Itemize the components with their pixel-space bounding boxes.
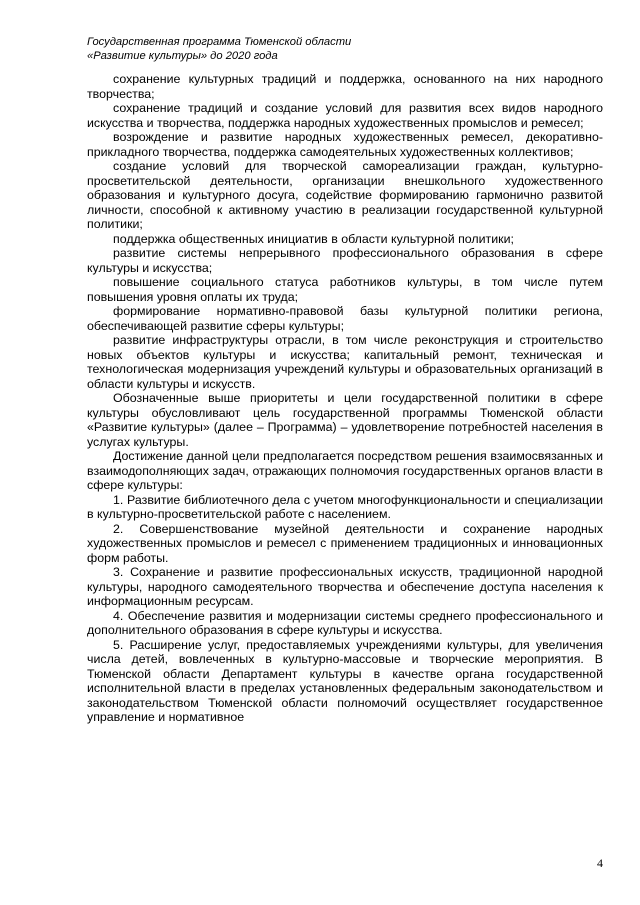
list-item: 1. Развитие библиотечного дела с учетом многофункциональности и специализации в культурно-просветительской работе с населением. — [87, 492, 603, 521]
paragraph: Достижение данной цели предполагается посредством решения взаимосвязанных и взаимодополняющих задач, отражающих полномочия государственных органов власти в сфере культуры: — [87, 449, 603, 492]
list-item: 2. Совершенствование музейной деятельности и сохранение народных художественных промыслов и ремесел с применением традиционных и инновационных форм работы. — [87, 521, 603, 565]
header-line-1: Государственная программа Тюменской области — [87, 36, 352, 48]
paragraph: сохранение традиций и создание условий для развития всех видов народного искусства и творчества, поддержка народных художественных промыслов и ремесел; — [87, 101, 603, 130]
paragraph: повышение социального статуса работников культуры, в том числе путем повышения уровня оплаты их труда; — [87, 275, 603, 304]
paragraph: формирование нормативно-правовой базы культурной политики региона, обеспечивающей развитие сферы культуры; — [87, 304, 603, 333]
body-text — [87, 72, 603, 725]
paragraph: создание условий для творческой самореализации граждан, культурно-просветительской деятельности, организации внешкольного художественного образования и культурного досуга, содействие формированию гармонично развитой личности, способной к активному участию в реализации государственной культурной политики; — [87, 159, 603, 231]
paragraph: сохранение культурных традиций и поддержка, основанного на них народного творчества; — [87, 72, 603, 101]
header-line-2: «Развитие культуры» до 2020 года — [87, 50, 278, 62]
paragraph: развитие системы непрерывного профессионального образования в сфере культуры и искусства; — [87, 246, 603, 275]
page-number: 4 — [597, 856, 603, 870]
paragraph: развитие инфраструктуры отрасли, в том числе реконструкция и строительство новых объектов культуры и искусства; капитальный ремонт, техническая и технологическая модернизация учреждений культуры и образовательных организаций в области культуры и искусств. — [87, 333, 603, 391]
paragraph: поддержка общественных инициатив в области культурной политики; — [113, 231, 514, 246]
running-header — [87, 35, 507, 63]
list-item: 4. Обеспечение развития и модернизации системы среднего профессионального и дополнительного образования в сфере культуры и искусства. — [87, 608, 603, 637]
paragraph: Обозначенные выше приоритеты и цели государственной политики в сфере культуры обусловливают цель государственной программы Тюменской области «Развитие культуры» (далее – Программа) – удовлетворение потребностей населения в услугах культуры. — [87, 391, 603, 449]
list-item: 3. Сохранение и развитие профессиональных искусств, традиционной народной культуры, народного самодеятельного творчества и обеспечение доступа населения к информационным ресурсам. — [87, 565, 603, 608]
list-item: 5. Расширение услуг, предоставляемых учреждениями культуры, для увеличения числа детей, вовлеченных в культурно-массовые и творческие мероприятия. В Тюменской области Департамент культуры в качестве органа государственной исполнительной власти в пределах установленных федеральным законодательством и законодательством Тюменской области полномочий осуществляет государственное управление и нормативное — [87, 637, 603, 724]
paragraph: возрождение и развитие народных художественных ремесел, декоративно-прикладного творчества, поддержка самодеятельных художественных коллективов; — [87, 130, 603, 159]
